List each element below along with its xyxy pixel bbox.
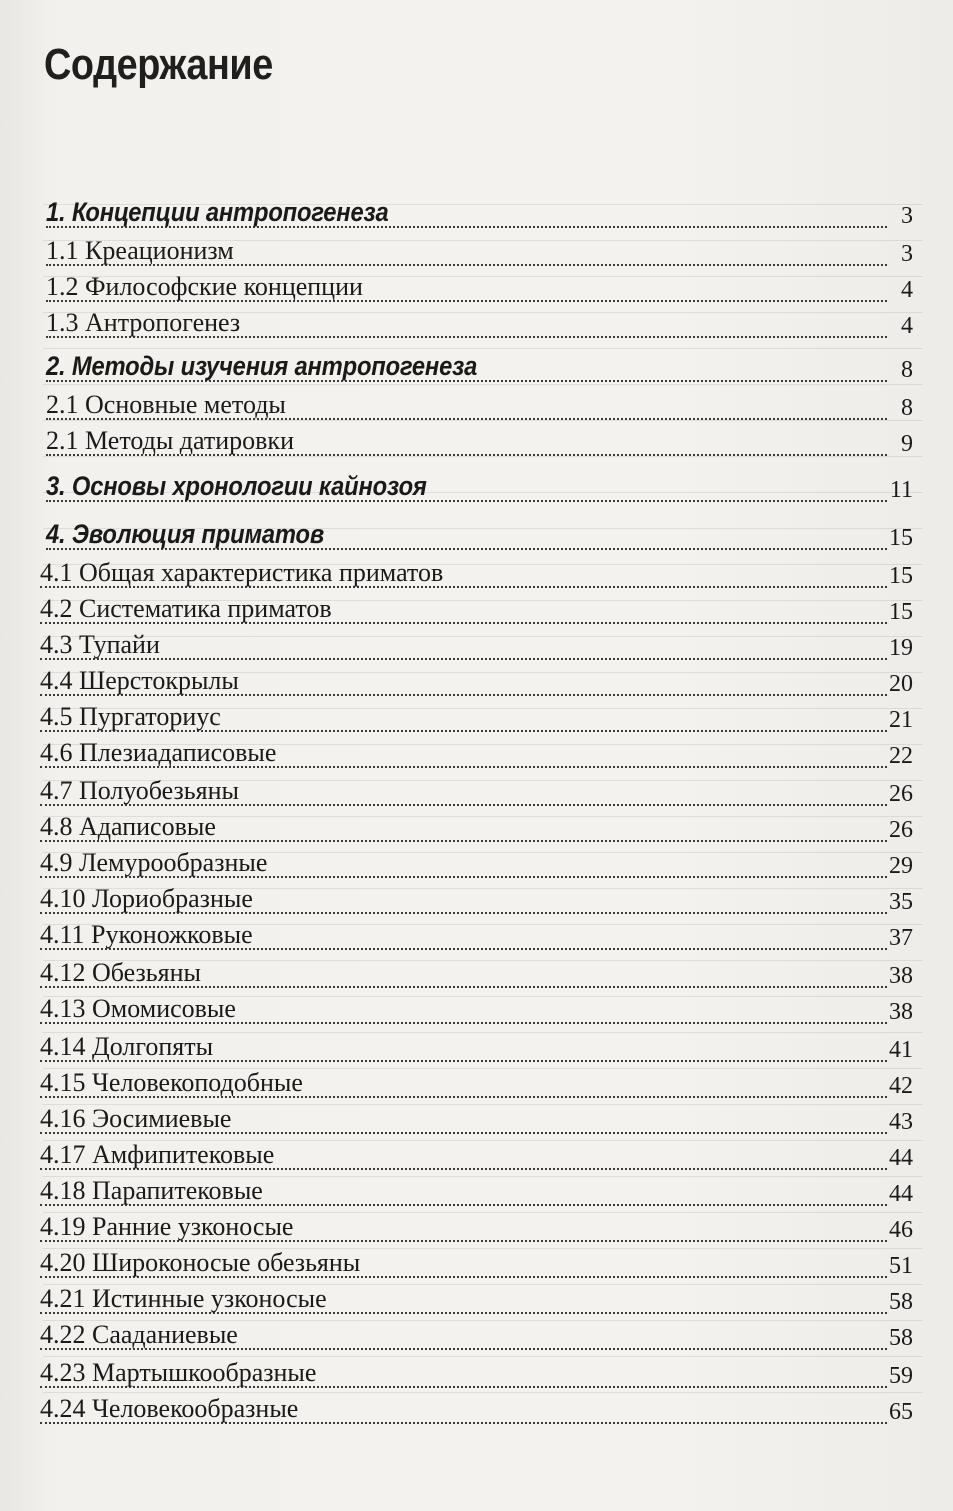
toc-page-number: 26	[889, 781, 913, 807]
toc-page-number: 43	[889, 1109, 913, 1135]
toc-subsection-title: 4.18 Парапитековые	[40, 1176, 263, 1205]
toc-page-number: 65	[889, 1399, 913, 1425]
page-title: Содержание	[44, 40, 273, 89]
toc-entry[interactable]	[0, 1024, 953, 1064]
toc-entry[interactable]	[0, 986, 953, 1026]
toc-subsection-title: 4.8 Адаписовые	[40, 812, 216, 841]
toc-entry[interactable]	[0, 1350, 953, 1390]
toc-page-number: 15	[889, 563, 913, 589]
toc-entry[interactable]	[0, 190, 953, 230]
toc-page-number: 20	[889, 671, 913, 697]
toc-entry[interactable]	[0, 658, 953, 698]
toc-page-number: 9	[901, 431, 913, 457]
toc-entry[interactable]	[0, 694, 953, 734]
toc-subsection-title: 4.2 Систематика приматов	[40, 594, 332, 623]
toc-section-title: 1. Концепции антропогенеза	[46, 197, 389, 227]
toc-subsection-title: 4.17 Амфипитековые	[40, 1140, 275, 1169]
toc-entry[interactable]	[0, 264, 953, 304]
toc-entry[interactable]	[0, 464, 953, 504]
toc-entry[interactable]	[0, 840, 953, 880]
toc-entry[interactable]	[0, 418, 953, 458]
toc-page-number: 37	[889, 925, 913, 951]
toc-page-number: 22	[889, 743, 913, 769]
toc-subsection-title: 4.16 Эосимиевые	[40, 1104, 232, 1133]
toc-subsection-title: 4.11 Руконожковые	[40, 920, 253, 949]
toc-page-number: 8	[901, 395, 913, 421]
toc-entry[interactable]	[0, 804, 953, 844]
toc-subsection-title: 4.5 Пургаториус	[40, 702, 221, 731]
toc-subsection-title: 4.9 Лемурообразные	[40, 848, 268, 877]
toc-page-number: 8	[901, 357, 913, 383]
toc-page-number: 11	[889, 477, 913, 503]
toc-subsection-title: 4.12 Обезьяны	[40, 958, 201, 987]
toc-entry[interactable]	[0, 1132, 953, 1172]
toc-entry[interactable]	[0, 730, 953, 770]
toc-subsection-title: 4.4 Шерстокрылы	[40, 666, 239, 695]
toc-subsection-title: 4.13 Омомисовые	[40, 994, 236, 1023]
toc-entry[interactable]	[0, 1168, 953, 1208]
toc-subsection-title: 4.19 Ранние узконосые	[40, 1212, 294, 1241]
toc-subsection-title: 1.2 Философские концепции	[46, 272, 363, 301]
toc-entry[interactable]	[0, 950, 953, 990]
toc-page-number: 26	[889, 817, 913, 843]
toc-page-number: 15	[889, 525, 913, 551]
toc-page-number: 46	[889, 1217, 913, 1243]
toc-entry[interactable]	[0, 1060, 953, 1100]
toc-page-number: 29	[889, 853, 913, 879]
toc-subsection-title: 4.3 Тупайи	[40, 630, 160, 659]
toc-entry[interactable]	[0, 1096, 953, 1136]
toc-entry[interactable]	[0, 1312, 953, 1352]
toc-entry[interactable]	[0, 876, 953, 916]
toc-section-title: 4. Эволюция приматов	[46, 519, 325, 549]
toc-entry[interactable]	[0, 382, 953, 422]
toc-subsection-title: 4.15 Человекоподобные	[40, 1068, 303, 1097]
toc-subsection-title: 4.21 Истинные узконосые	[40, 1284, 327, 1313]
toc-entry[interactable]	[0, 1276, 953, 1316]
toc-entry[interactable]	[0, 912, 953, 952]
toc-entry[interactable]	[0, 300, 953, 340]
toc-subsection-title: 4.23 Мартышкообразные	[40, 1358, 317, 1387]
toc-subsection-title: 4.6 Плезиадаписовые	[40, 738, 277, 767]
toc-subsection-title: 4.22 Саадaниевые	[40, 1320, 238, 1349]
toc-entry[interactable]	[0, 768, 953, 808]
toc-subsection-title: 4.14 Долгопяты	[40, 1032, 214, 1061]
toc-entry[interactable]	[0, 586, 953, 626]
toc-entry[interactable]	[0, 1240, 953, 1280]
toc-page-number: 58	[889, 1289, 913, 1315]
toc-page-number: 59	[889, 1363, 913, 1389]
toc-page-number: 44	[889, 1181, 913, 1207]
toc-page-number: 4	[901, 313, 913, 339]
toc-subsection-title: 2.1 Основные методы	[46, 390, 286, 419]
toc-subsection-title: 1.3 Антропогенез	[46, 308, 241, 337]
toc-page-number: 21	[889, 707, 913, 733]
toc-page-number: 44	[889, 1145, 913, 1171]
toc-entry[interactable]	[0, 344, 953, 384]
toc-entry[interactable]	[0, 550, 953, 590]
toc-subsection-title: 4.24 Человекообразные	[40, 1394, 299, 1423]
toc-page-number: 4	[901, 277, 913, 303]
toc-page-number: 15	[889, 599, 913, 625]
toc-subsection-title: 4.10 Лориобразные	[40, 884, 253, 913]
toc-page-number: 51	[889, 1253, 913, 1279]
toc-section-title: 3. Основы хронологии кайнозоя	[46, 471, 427, 501]
toc-subsection-title: 4.1 Общая характеристика приматов	[40, 558, 444, 587]
toc-page-number: 19	[889, 635, 913, 661]
toc-entry[interactable]	[0, 1386, 953, 1426]
toc-page-number: 42	[889, 1073, 913, 1099]
toc-subsection-title: 4.7 Полуобезьяны	[40, 776, 239, 805]
toc-page-number: 3	[901, 203, 913, 229]
toc-page-number: 38	[889, 963, 913, 989]
toc-entry[interactable]	[0, 512, 953, 552]
toc-page-number: 58	[889, 1325, 913, 1351]
toc-entry[interactable]	[0, 1204, 953, 1244]
toc-subsection-title: 4.20 Широконосые обезьяны	[40, 1248, 361, 1277]
toc-entry[interactable]	[0, 228, 953, 268]
toc-subsection-title: 2.1 Методы датировки	[46, 426, 294, 455]
toc-subsection-title: 1.1 Креационизм	[46, 236, 234, 265]
toc-page-number: 41	[889, 1037, 913, 1063]
toc-page-number: 38	[889, 999, 913, 1025]
toc-page-number: 3	[901, 241, 913, 267]
toc-page-number: 35	[889, 889, 913, 915]
toc-entry[interactable]	[0, 622, 953, 662]
toc-section-title: 2. Методы изучения антропогенеза	[46, 351, 478, 381]
